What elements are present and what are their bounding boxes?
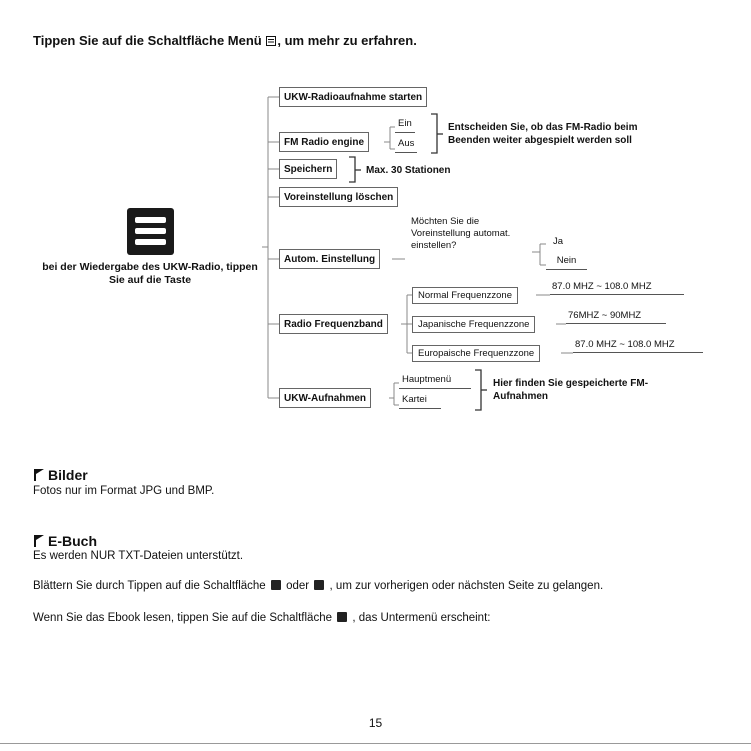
bilder-title: Bilder — [48, 467, 88, 483]
menu-item-start-recording: UKW-Radioaufnahme starten — [279, 87, 427, 107]
band-europe: Europaische Frequenzzone — [412, 345, 540, 362]
band-normal-range: 87.0 MHZ ~ 108.0 MHZ — [550, 280, 684, 295]
menu-item-save: Speichern — [279, 159, 337, 179]
menu-button-icon — [127, 208, 174, 255]
next-page-icon — [314, 580, 324, 590]
bottom-divider — [0, 743, 751, 744]
flag-icon — [33, 469, 45, 481]
menu-item-radio-band: Radio Frequenzband — [279, 314, 388, 334]
intro-text-after: , um mehr zu erfahren. — [277, 33, 417, 48]
ebuch-text-3b: , das Untermenü erscheint: — [352, 612, 491, 624]
option-nein: Nein — [546, 254, 587, 270]
bilder-heading — [33, 467, 88, 483]
save-note: Max. 30 Stationen — [366, 165, 451, 176]
menu-item-delete-preset: Voreinstellung löschen — [279, 187, 398, 207]
bilder-text: Fotos nur im Format JPG und BMP. — [33, 485, 215, 497]
intro-text-before: Tippen Sie auf die Schaltfläche Menü — [33, 33, 262, 48]
band-japan: Japanische Frequenzzone — [412, 316, 535, 333]
ebuch-text-2c: , um zur vorherigen oder nächsten Seite zu gelangen. — [329, 580, 604, 592]
fm-engine-note: Entscheiden Sie, ob das FM-Radio beim Beenden weiter abgespielt werden soll — [448, 122, 638, 146]
menu-item-auto-tune: Autom. Einstellung — [279, 249, 380, 269]
ebuch-text-2a: Blättern Sie durch Tippen auf die Schaltfläche — [33, 580, 266, 592]
band-europe-range: 87.0 MHZ ~ 108.0 MHZ — [573, 338, 703, 353]
band-normal: Normal Frequenzzone — [412, 287, 518, 304]
option-ja: Ja — [553, 236, 564, 247]
option-ein: Ein — [395, 117, 415, 133]
page-number: 15 — [368, 716, 383, 730]
ebuch-text-2 — [33, 580, 603, 592]
ebuch-text-3a: Wenn Sie das Ebook lesen, tippen Sie auf die Schaltfläche — [33, 612, 332, 624]
menu-item-fm-radio-engine: FM Radio engine — [279, 132, 369, 152]
previous-page-icon — [271, 580, 281, 590]
submenu-icon — [337, 612, 347, 622]
recordings-note: Hier finden Sie gespeicherte FM-Aufnahmen — [493, 378, 649, 402]
ebuch-text-1: Es werden NUR TXT-Dateien unterstützt. — [33, 550, 244, 562]
menu-item-recordings: UKW-Aufnahmen — [279, 388, 371, 408]
auto-tune-question: Möchten Sie die Voreinstellung automat. einstellen? — [411, 216, 511, 251]
option-hauptmenu: Hauptmenü — [399, 373, 471, 389]
band-japan-range: 76MHZ ~ 90MHZ — [566, 309, 666, 324]
ebuch-text-2b: oder — [286, 580, 310, 592]
option-kartei: Kartei — [399, 393, 441, 409]
option-aus: Aus — [395, 137, 417, 153]
ebuch-text-3 — [33, 612, 490, 624]
left-caption: bei der Wiedergabe des UKW-Radio, tippen Sie auf die Taste — [42, 261, 258, 286]
flag-icon — [33, 535, 45, 547]
ebuch-heading — [33, 533, 97, 549]
ebuch-title: E-Buch — [48, 533, 97, 549]
